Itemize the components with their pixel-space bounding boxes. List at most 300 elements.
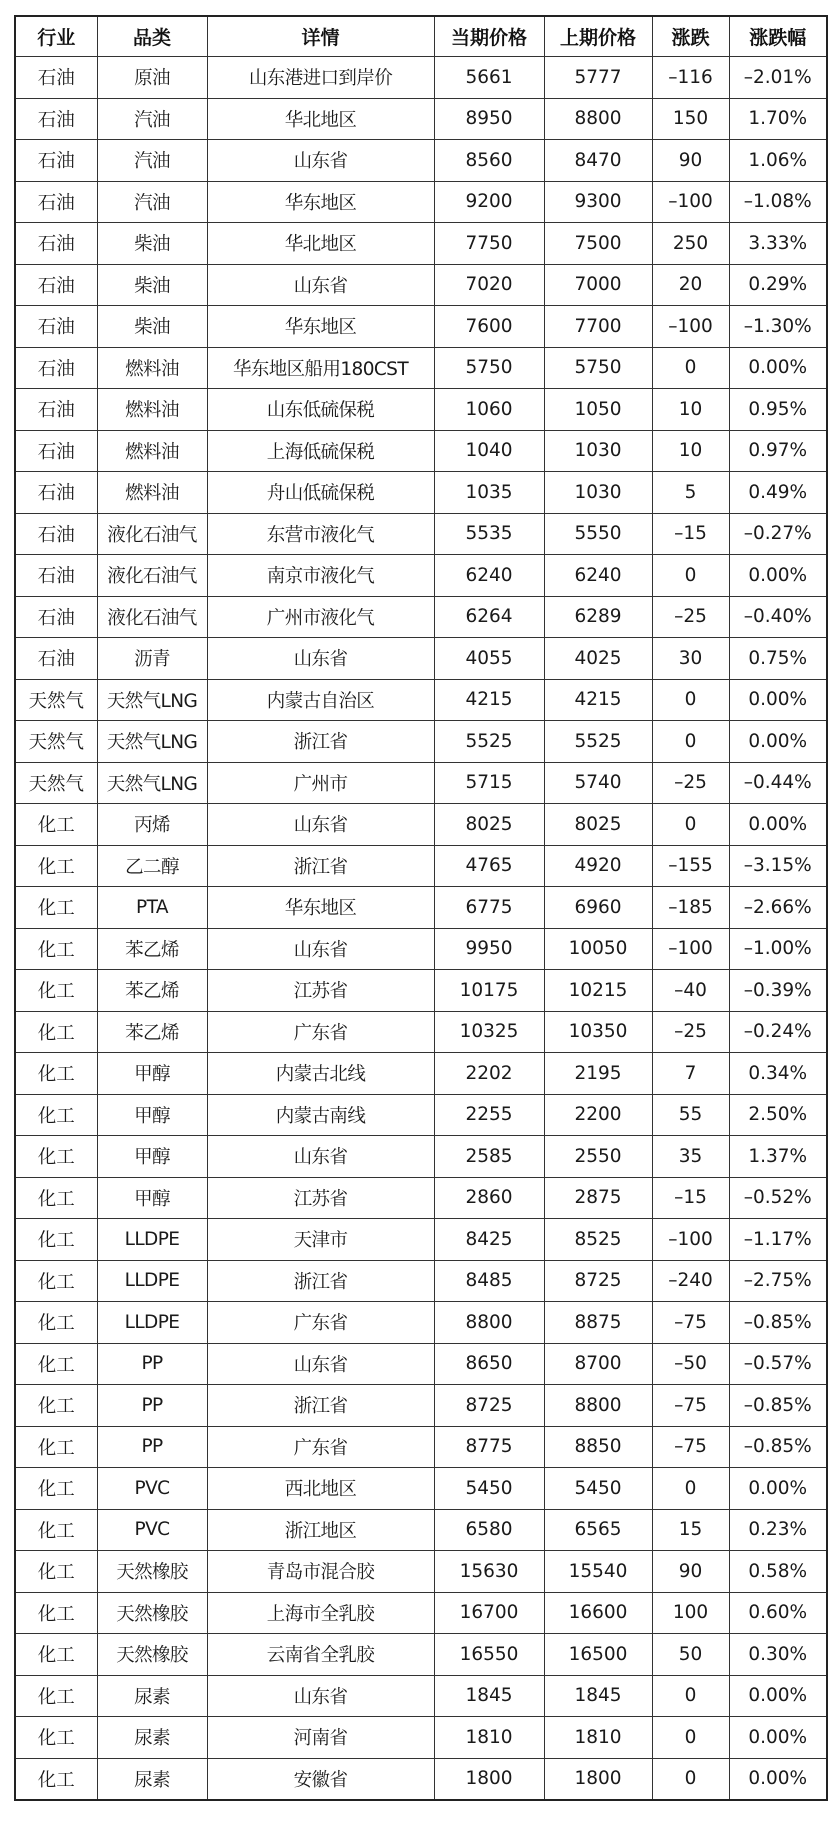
detail-cell: 安徽省 (207, 1758, 434, 1800)
detail-cell: 江苏省 (207, 1177, 434, 1219)
detail-cell: 山东省 (207, 140, 434, 182)
industry-cell: 化工 (15, 1675, 97, 1717)
table-row (15, 1302, 827, 1344)
header-change: 涨跌 (652, 16, 729, 57)
industry-cell: 化工 (15, 1717, 97, 1759)
header-industry: 行业 (15, 16, 97, 57)
previous-price-cell: 6960 (544, 887, 652, 929)
detail-cell: 华北地区 (207, 223, 434, 265)
change-percent-cell: 0.00% (729, 679, 827, 721)
detail-cell: 西北地区 (207, 1468, 434, 1510)
category-cell: 天然气LNG (97, 679, 207, 721)
current-price-cell: 8560 (434, 140, 544, 182)
industry-cell: 石油 (15, 430, 97, 472)
current-price-cell: 10175 (434, 970, 544, 1012)
category-cell: 汽油 (97, 98, 207, 140)
change-cell: 15 (652, 1509, 729, 1551)
current-price-cell: 5715 (434, 762, 544, 804)
previous-price-cell: 4025 (544, 638, 652, 680)
industry-cell: 化工 (15, 1468, 97, 1510)
change-percent-cell: 0.00% (729, 721, 827, 763)
change-percent-cell: –0.44% (729, 762, 827, 804)
table-row (15, 347, 827, 389)
category-cell: 尿素 (97, 1758, 207, 1800)
table-row (15, 1260, 827, 1302)
industry-cell: 化工 (15, 1136, 97, 1178)
current-price-cell: 1800 (434, 1758, 544, 1800)
change-percent-cell: 3.33% (729, 223, 827, 265)
table-row (15, 1343, 827, 1385)
industry-cell: 天然气 (15, 721, 97, 763)
industry-cell: 化工 (15, 970, 97, 1012)
table-row (15, 306, 827, 348)
previous-price-cell: 5777 (544, 57, 652, 99)
previous-price-cell: 5740 (544, 762, 652, 804)
table-row (15, 1385, 827, 1427)
previous-price-cell: 6240 (544, 555, 652, 597)
current-price-cell: 5525 (434, 721, 544, 763)
detail-cell: 浙江省 (207, 845, 434, 887)
change-percent-cell: 0.00% (729, 1468, 827, 1510)
change-cell: 0 (652, 721, 729, 763)
table-row (15, 1219, 827, 1261)
current-price-cell: 5661 (434, 57, 544, 99)
change-percent-cell: 0.30% (729, 1634, 827, 1676)
table-row (15, 1509, 827, 1551)
current-price-cell: 5750 (434, 347, 544, 389)
industry-cell: 天然气 (15, 679, 97, 721)
industry-cell: 化工 (15, 1260, 97, 1302)
change-percent-cell: 0.29% (729, 264, 827, 306)
previous-price-cell: 6289 (544, 596, 652, 638)
change-percent-cell: –0.24% (729, 1011, 827, 1053)
detail-cell: 浙江省 (207, 1260, 434, 1302)
table-row (15, 1717, 827, 1759)
current-price-cell: 1845 (434, 1675, 544, 1717)
current-price-cell: 8425 (434, 1219, 544, 1261)
detail-cell: 山东省 (207, 928, 434, 970)
table-row (15, 1551, 827, 1593)
industry-cell: 石油 (15, 98, 97, 140)
header-row (15, 16, 827, 57)
table-row (15, 223, 827, 265)
detail-cell: 内蒙古南线 (207, 1094, 434, 1136)
previous-price-cell: 2875 (544, 1177, 652, 1219)
current-price-cell: 8950 (434, 98, 544, 140)
detail-cell: 舟山低硫保税 (207, 472, 434, 514)
table-row (15, 638, 827, 680)
previous-price-cell: 8850 (544, 1426, 652, 1468)
category-cell: 天然气LNG (97, 721, 207, 763)
industry-cell: 石油 (15, 472, 97, 514)
current-price-cell: 6580 (434, 1509, 544, 1551)
industry-cell: 化工 (15, 1551, 97, 1593)
change-cell: –15 (652, 513, 729, 555)
category-cell: 尿素 (97, 1717, 207, 1759)
table-header (15, 16, 827, 57)
category-cell: PVC (97, 1509, 207, 1551)
industry-cell: 石油 (15, 638, 97, 680)
change-percent-cell: 1.37% (729, 1136, 827, 1178)
current-price-cell: 9200 (434, 181, 544, 223)
table-row (15, 1634, 827, 1676)
industry-cell: 化工 (15, 1592, 97, 1634)
industry-cell: 石油 (15, 347, 97, 389)
detail-cell: 广州市 (207, 762, 434, 804)
current-price-cell: 7750 (434, 223, 544, 265)
current-price-cell: 2860 (434, 1177, 544, 1219)
detail-cell: 山东省 (207, 264, 434, 306)
table-row (15, 513, 827, 555)
change-cell: –240 (652, 1260, 729, 1302)
industry-cell: 石油 (15, 555, 97, 597)
current-price-cell: 1060 (434, 389, 544, 431)
change-cell: 0 (652, 347, 729, 389)
table-row (15, 1592, 827, 1634)
category-cell: 柴油 (97, 223, 207, 265)
category-cell: PVC (97, 1468, 207, 1510)
category-cell: 苯乙烯 (97, 970, 207, 1012)
change-percent-cell: –2.01% (729, 57, 827, 99)
previous-price-cell: 8700 (544, 1343, 652, 1385)
change-percent-cell: 0.49% (729, 472, 827, 514)
current-price-cell: 6240 (434, 555, 544, 597)
change-cell: 0 (652, 1468, 729, 1510)
category-cell: 柴油 (97, 264, 207, 306)
category-cell: 天然橡胶 (97, 1634, 207, 1676)
detail-cell: 内蒙古北线 (207, 1053, 434, 1095)
category-cell: 天然橡胶 (97, 1592, 207, 1634)
change-cell: 50 (652, 1634, 729, 1676)
industry-cell: 石油 (15, 181, 97, 223)
previous-price-cell: 1030 (544, 430, 652, 472)
industry-cell: 化工 (15, 1509, 97, 1551)
previous-price-cell: 4215 (544, 679, 652, 721)
change-percent-cell: –0.39% (729, 970, 827, 1012)
industry-cell: 石油 (15, 513, 97, 555)
industry-cell: 石油 (15, 306, 97, 348)
previous-price-cell: 1050 (544, 389, 652, 431)
detail-cell: 华东地区 (207, 181, 434, 223)
table-row (15, 679, 827, 721)
table-row (15, 928, 827, 970)
detail-cell: 上海低硫保税 (207, 430, 434, 472)
previous-price-cell: 10050 (544, 928, 652, 970)
detail-cell: 山东港进口到岸价 (207, 57, 434, 99)
change-percent-cell: 0.97% (729, 430, 827, 472)
previous-price-cell: 1800 (544, 1758, 652, 1800)
change-cell: –75 (652, 1385, 729, 1427)
category-cell: 液化石油气 (97, 513, 207, 555)
previous-price-cell: 7500 (544, 223, 652, 265)
change-cell: –100 (652, 1219, 729, 1261)
category-cell: 尿素 (97, 1675, 207, 1717)
change-cell: 90 (652, 140, 729, 182)
category-cell: LLDPE (97, 1302, 207, 1344)
change-cell: 90 (652, 1551, 729, 1593)
category-cell: 燃料油 (97, 430, 207, 472)
detail-cell: 华东地区 (207, 306, 434, 348)
change-percent-cell: –3.15% (729, 845, 827, 887)
change-cell: –25 (652, 762, 729, 804)
current-price-cell: 5450 (434, 1468, 544, 1510)
industry-cell: 化工 (15, 1219, 97, 1261)
industry-cell: 化工 (15, 1053, 97, 1095)
table-row (15, 1094, 827, 1136)
detail-cell: 山东省 (207, 1343, 434, 1385)
change-percent-cell: 0.00% (729, 555, 827, 597)
table-row (15, 596, 827, 638)
table-row (15, 430, 827, 472)
change-cell: –155 (652, 845, 729, 887)
category-cell: 甲醇 (97, 1094, 207, 1136)
current-price-cell: 1035 (434, 472, 544, 514)
industry-cell: 石油 (15, 57, 97, 99)
industry-cell: 石油 (15, 596, 97, 638)
change-cell: 10 (652, 389, 729, 431)
change-percent-cell: 0.00% (729, 1675, 827, 1717)
change-cell: –185 (652, 887, 729, 929)
previous-price-cell: 1845 (544, 1675, 652, 1717)
change-percent-cell: 0.00% (729, 347, 827, 389)
previous-price-cell: 8875 (544, 1302, 652, 1344)
category-cell: PTA (97, 887, 207, 929)
change-cell: 5 (652, 472, 729, 514)
industry-cell: 化工 (15, 1343, 97, 1385)
detail-cell: 广东省 (207, 1302, 434, 1344)
detail-cell: 山东省 (207, 804, 434, 846)
previous-price-cell: 8725 (544, 1260, 652, 1302)
table-row (15, 264, 827, 306)
change-cell: 100 (652, 1592, 729, 1634)
change-cell: –25 (652, 1011, 729, 1053)
header-change-percent: 涨跌幅 (729, 16, 827, 57)
current-price-cell: 4055 (434, 638, 544, 680)
change-cell: 0 (652, 1675, 729, 1717)
table-row (15, 1177, 827, 1219)
detail-cell: 浙江省 (207, 1385, 434, 1427)
previous-price-cell: 10215 (544, 970, 652, 1012)
industry-cell: 化工 (15, 1302, 97, 1344)
detail-cell: 天津市 (207, 1219, 434, 1261)
category-cell: 汽油 (97, 140, 207, 182)
change-percent-cell: –0.85% (729, 1302, 827, 1344)
previous-price-cell: 2195 (544, 1053, 652, 1095)
industry-cell: 石油 (15, 140, 97, 182)
detail-cell: 山东省 (207, 1136, 434, 1178)
detail-cell: 浙江地区 (207, 1509, 434, 1551)
current-price-cell: 6775 (434, 887, 544, 929)
detail-cell: 华北地区 (207, 98, 434, 140)
detail-cell: 江苏省 (207, 970, 434, 1012)
industry-cell: 化工 (15, 1385, 97, 1427)
category-cell: 丙烯 (97, 804, 207, 846)
table-row (15, 181, 827, 223)
industry-cell: 化工 (15, 804, 97, 846)
change-cell: 0 (652, 679, 729, 721)
category-cell: 燃料油 (97, 472, 207, 514)
detail-cell: 东营市液化气 (207, 513, 434, 555)
table-row (15, 804, 827, 846)
current-price-cell: 2585 (434, 1136, 544, 1178)
change-percent-cell: –0.27% (729, 513, 827, 555)
industry-cell: 化工 (15, 1426, 97, 1468)
category-cell: PP (97, 1343, 207, 1385)
industry-cell: 化工 (15, 887, 97, 929)
change-cell: –100 (652, 928, 729, 970)
table-row (15, 1011, 827, 1053)
industry-cell: 化工 (15, 1011, 97, 1053)
change-percent-cell: 0.60% (729, 1592, 827, 1634)
change-cell: –75 (652, 1426, 729, 1468)
detail-cell: 广东省 (207, 1426, 434, 1468)
previous-price-cell: 8470 (544, 140, 652, 182)
current-price-cell: 16700 (434, 1592, 544, 1634)
previous-price-cell: 5525 (544, 721, 652, 763)
detail-cell: 南京市液化气 (207, 555, 434, 597)
current-price-cell: 8650 (434, 1343, 544, 1385)
table-body (15, 57, 827, 1801)
category-cell: 汽油 (97, 181, 207, 223)
table-row (15, 1468, 827, 1510)
category-cell: 液化石油气 (97, 555, 207, 597)
table-row (15, 1426, 827, 1468)
change-cell: –100 (652, 181, 729, 223)
change-cell: –15 (652, 1177, 729, 1219)
change-percent-cell: –1.08% (729, 181, 827, 223)
category-cell: 燃料油 (97, 347, 207, 389)
previous-price-cell: 2550 (544, 1136, 652, 1178)
previous-price-cell: 9300 (544, 181, 652, 223)
current-price-cell: 8485 (434, 1260, 544, 1302)
previous-price-cell: 6565 (544, 1509, 652, 1551)
current-price-cell: 4215 (434, 679, 544, 721)
change-percent-cell: –2.66% (729, 887, 827, 929)
price-table (14, 15, 828, 1801)
current-price-cell: 8800 (434, 1302, 544, 1344)
change-percent-cell: 0.00% (729, 804, 827, 846)
change-percent-cell: 0.95% (729, 389, 827, 431)
previous-price-cell: 15540 (544, 1551, 652, 1593)
previous-price-cell: 8025 (544, 804, 652, 846)
change-cell: –75 (652, 1302, 729, 1344)
table-row (15, 1136, 827, 1178)
category-cell: PP (97, 1385, 207, 1427)
current-price-cell: 16550 (434, 1634, 544, 1676)
category-cell: 柴油 (97, 306, 207, 348)
change-cell: 0 (652, 1758, 729, 1800)
previous-price-cell: 1030 (544, 472, 652, 514)
change-cell: –50 (652, 1343, 729, 1385)
current-price-cell: 7600 (434, 306, 544, 348)
previous-price-cell: 5750 (544, 347, 652, 389)
category-cell: LLDPE (97, 1219, 207, 1261)
detail-cell: 山东省 (207, 638, 434, 680)
table-row (15, 57, 827, 99)
previous-price-cell: 8525 (544, 1219, 652, 1261)
current-price-cell: 8725 (434, 1385, 544, 1427)
table-row (15, 970, 827, 1012)
detail-cell: 青岛市混合胶 (207, 1551, 434, 1593)
change-percent-cell: 1.06% (729, 140, 827, 182)
table-row (15, 472, 827, 514)
current-price-cell: 5535 (434, 513, 544, 555)
previous-price-cell: 1810 (544, 1717, 652, 1759)
change-cell: 20 (652, 264, 729, 306)
industry-cell: 化工 (15, 928, 97, 970)
industry-cell: 化工 (15, 1634, 97, 1676)
change-percent-cell: –0.52% (729, 1177, 827, 1219)
change-percent-cell: –0.85% (729, 1385, 827, 1427)
industry-cell: 天然气 (15, 762, 97, 804)
current-price-cell: 10325 (434, 1011, 544, 1053)
change-cell: 0 (652, 804, 729, 846)
previous-price-cell: 7000 (544, 264, 652, 306)
change-cell: –116 (652, 57, 729, 99)
industry-cell: 化工 (15, 845, 97, 887)
header-detail: 详情 (207, 16, 434, 57)
previous-price-cell: 10350 (544, 1011, 652, 1053)
change-percent-cell: –1.17% (729, 1219, 827, 1261)
change-cell: 7 (652, 1053, 729, 1095)
change-cell: 35 (652, 1136, 729, 1178)
detail-cell: 上海市全乳胶 (207, 1592, 434, 1634)
change-percent-cell: –1.30% (729, 306, 827, 348)
detail-cell: 内蒙古自治区 (207, 679, 434, 721)
current-price-cell: 6264 (434, 596, 544, 638)
change-percent-cell: 0.00% (729, 1758, 827, 1800)
previous-price-cell: 8800 (544, 1385, 652, 1427)
table-row (15, 845, 827, 887)
table-row (15, 140, 827, 182)
change-percent-cell: 0.58% (729, 1551, 827, 1593)
industry-cell: 石油 (15, 264, 97, 306)
category-cell: 乙二醇 (97, 845, 207, 887)
category-cell: 天然橡胶 (97, 1551, 207, 1593)
industry-cell: 化工 (15, 1758, 97, 1800)
previous-price-cell: 2200 (544, 1094, 652, 1136)
detail-cell: 浙江省 (207, 721, 434, 763)
current-price-cell: 8775 (434, 1426, 544, 1468)
category-cell: PP (97, 1426, 207, 1468)
table-row (15, 555, 827, 597)
change-percent-cell: 0.75% (729, 638, 827, 680)
change-cell: –40 (652, 970, 729, 1012)
previous-price-cell: 16600 (544, 1592, 652, 1634)
detail-cell: 山东省 (207, 1675, 434, 1717)
current-price-cell: 2255 (434, 1094, 544, 1136)
category-cell: 苯乙烯 (97, 1011, 207, 1053)
table-row (15, 721, 827, 763)
current-price-cell: 7020 (434, 264, 544, 306)
category-cell: 原油 (97, 57, 207, 99)
change-cell: 55 (652, 1094, 729, 1136)
change-cell: 10 (652, 430, 729, 472)
change-percent-cell: 0.00% (729, 1717, 827, 1759)
current-price-cell: 1040 (434, 430, 544, 472)
table-row (15, 1675, 827, 1717)
category-cell: 苯乙烯 (97, 928, 207, 970)
table-row (15, 1053, 827, 1095)
detail-cell: 广东省 (207, 1011, 434, 1053)
category-cell: 甲醇 (97, 1053, 207, 1095)
current-price-cell: 15630 (434, 1551, 544, 1593)
industry-cell: 化工 (15, 1177, 97, 1219)
change-percent-cell: 0.23% (729, 1509, 827, 1551)
category-cell: 沥青 (97, 638, 207, 680)
previous-price-cell: 7700 (544, 306, 652, 348)
industry-cell: 化工 (15, 1094, 97, 1136)
